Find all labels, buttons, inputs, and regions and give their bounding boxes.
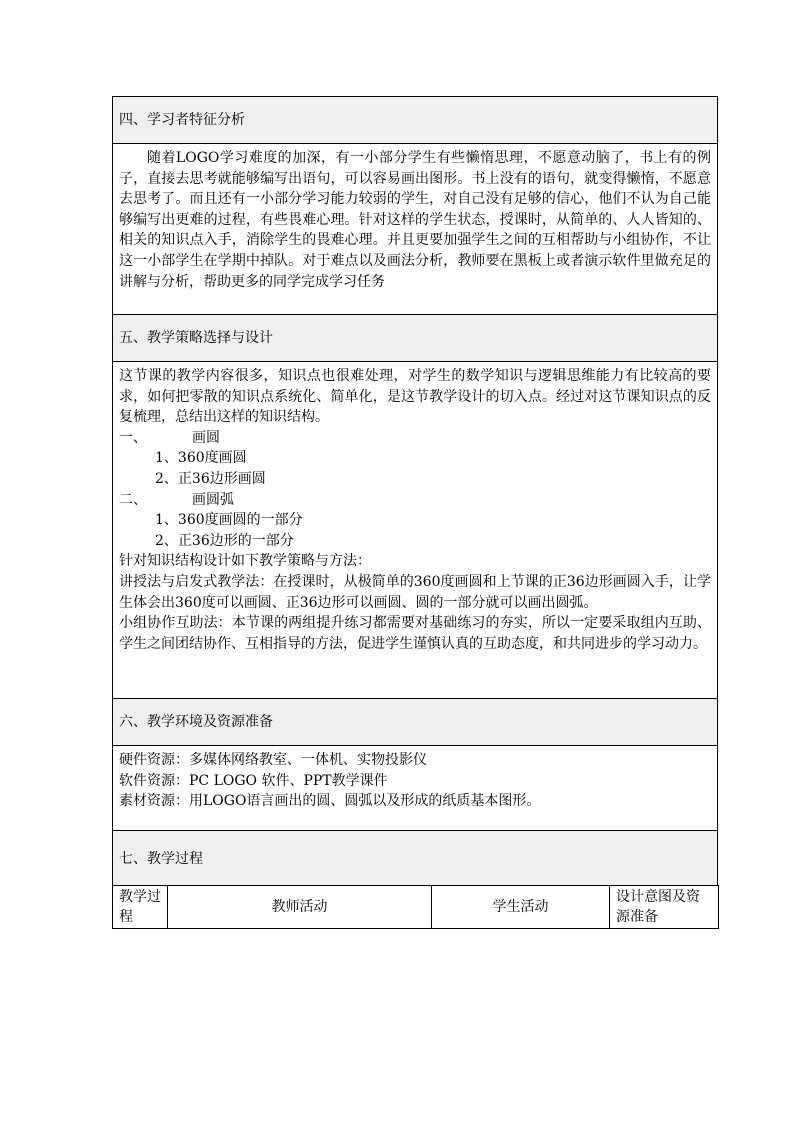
table-header-row [113,886,719,929]
section-5-body [113,362,718,699]
section-7-header [113,831,718,886]
knowledge-item-2 [119,490,711,511]
column-header-student-activity: 学生活动 [432,886,610,929]
section-4-header [113,97,718,144]
learner-analysis-text: 随着LOGO学习难度的加深，有一小部分学生有些懒惰思理，不愿意动脑了，书上有的例子，直接去思考就能够编写出语句，可以容易画出图形。书上没有的语句，就变得懒惰，不愿意去思考了。而且还有一小部分学习能力较弱的学生，对自己没有足够的信心，他们不认为自己能够编写出更难的过程，有些畏难心理。针对这样的学生状态，授课时，从简单的、人人皆知的、相关的知识点入手，消除学生的畏难心理。并且更要加强学生之间的互相帮助与小组协作，不让这一小部学生在学期中掉队。对于难点以及画法分析，教师要在黑板上或者演示软件里做充足的讲解与分析，帮助更多的同学完成学习任务 [119,150,711,290]
knowledge-item-1 [119,428,711,449]
software-resources: 软件资源：PC LOGO 软件、PPT教学课件 [119,772,388,789]
knowledge-item-1-sub-1: 1、360度画圆 [155,450,247,467]
strategy-lecture-method: 讲授法与启发式教学法：在授课时，从极简单的360度画圆和上节课的正36边形画圆入手，让学生体会出360度可以画圆、正36边形可以画圆、圆的一部分就可以画出圆弧。 [119,573,711,611]
knowledge-item-2-number: 二、 [119,491,147,508]
section-5-title: 五、教学策略选择与设计 [119,330,273,346]
hardware-resources: 硬件资源：多媒体网络教室、一体机、实物投影仪 [119,752,427,768]
column-header-teacher-activity: 教师活动 [168,886,432,929]
section-4-title: 四、学习者特征分析 [119,112,245,128]
knowledge-item-1-sub-2: 2、正36边形画圆 [155,470,266,487]
strategy-intro-paragraph: 这节课的教学内容很多，知识点也很难处理，对学生的数学知识与逻辑思维能力有比较高的要求，如何把零散的知识点系统化、简单化，是这节教学设计的切入点。经过对这节课知识点的反复梳理，总结出这样的知识结构。 [119,368,711,426]
material-resources: 素材资源：用LOGO语言画出的圆、圆弧以及形成的纸质基本图形。 [119,793,541,810]
strategy-list-intro: 针对知识结构设计如下教学策略与方法： [119,553,371,570]
strategy-group-method: 小组协作互助法：本节课的两组提升练习都需要对基础练习的夯实，所以一定要采取组内互助、学生之间团结协作、互相指导的方法，促进学生谨慎认真的互助态度，和共同进步的学习动力。 [119,615,711,652]
lesson-plan-page [112,96,718,929]
knowledge-item-2-sub-1: 1、360度画圆的一部分 [155,512,303,529]
section-7-title: 七、教学过程 [119,851,203,867]
column-header-design-intent: 设计意图及资源准备 [610,886,719,929]
knowledge-item-1-number: 一、 [119,429,147,446]
section-6-header [113,699,718,746]
section-6-body [113,746,718,831]
section-4-body [113,144,718,315]
section-6-title: 六、教学环境及资源准备 [119,714,273,730]
column-header-stage: 教学过程 [113,886,168,929]
teaching-process-table [112,885,719,929]
knowledge-item-1-text: 画圆 [192,429,220,446]
knowledge-item-2-text: 画圆弧 [192,491,234,508]
knowledge-item-2-sub-2: 2、正36边形的一部分 [155,532,294,549]
section-5-header [113,315,718,362]
lesson-plan-table [112,96,718,886]
